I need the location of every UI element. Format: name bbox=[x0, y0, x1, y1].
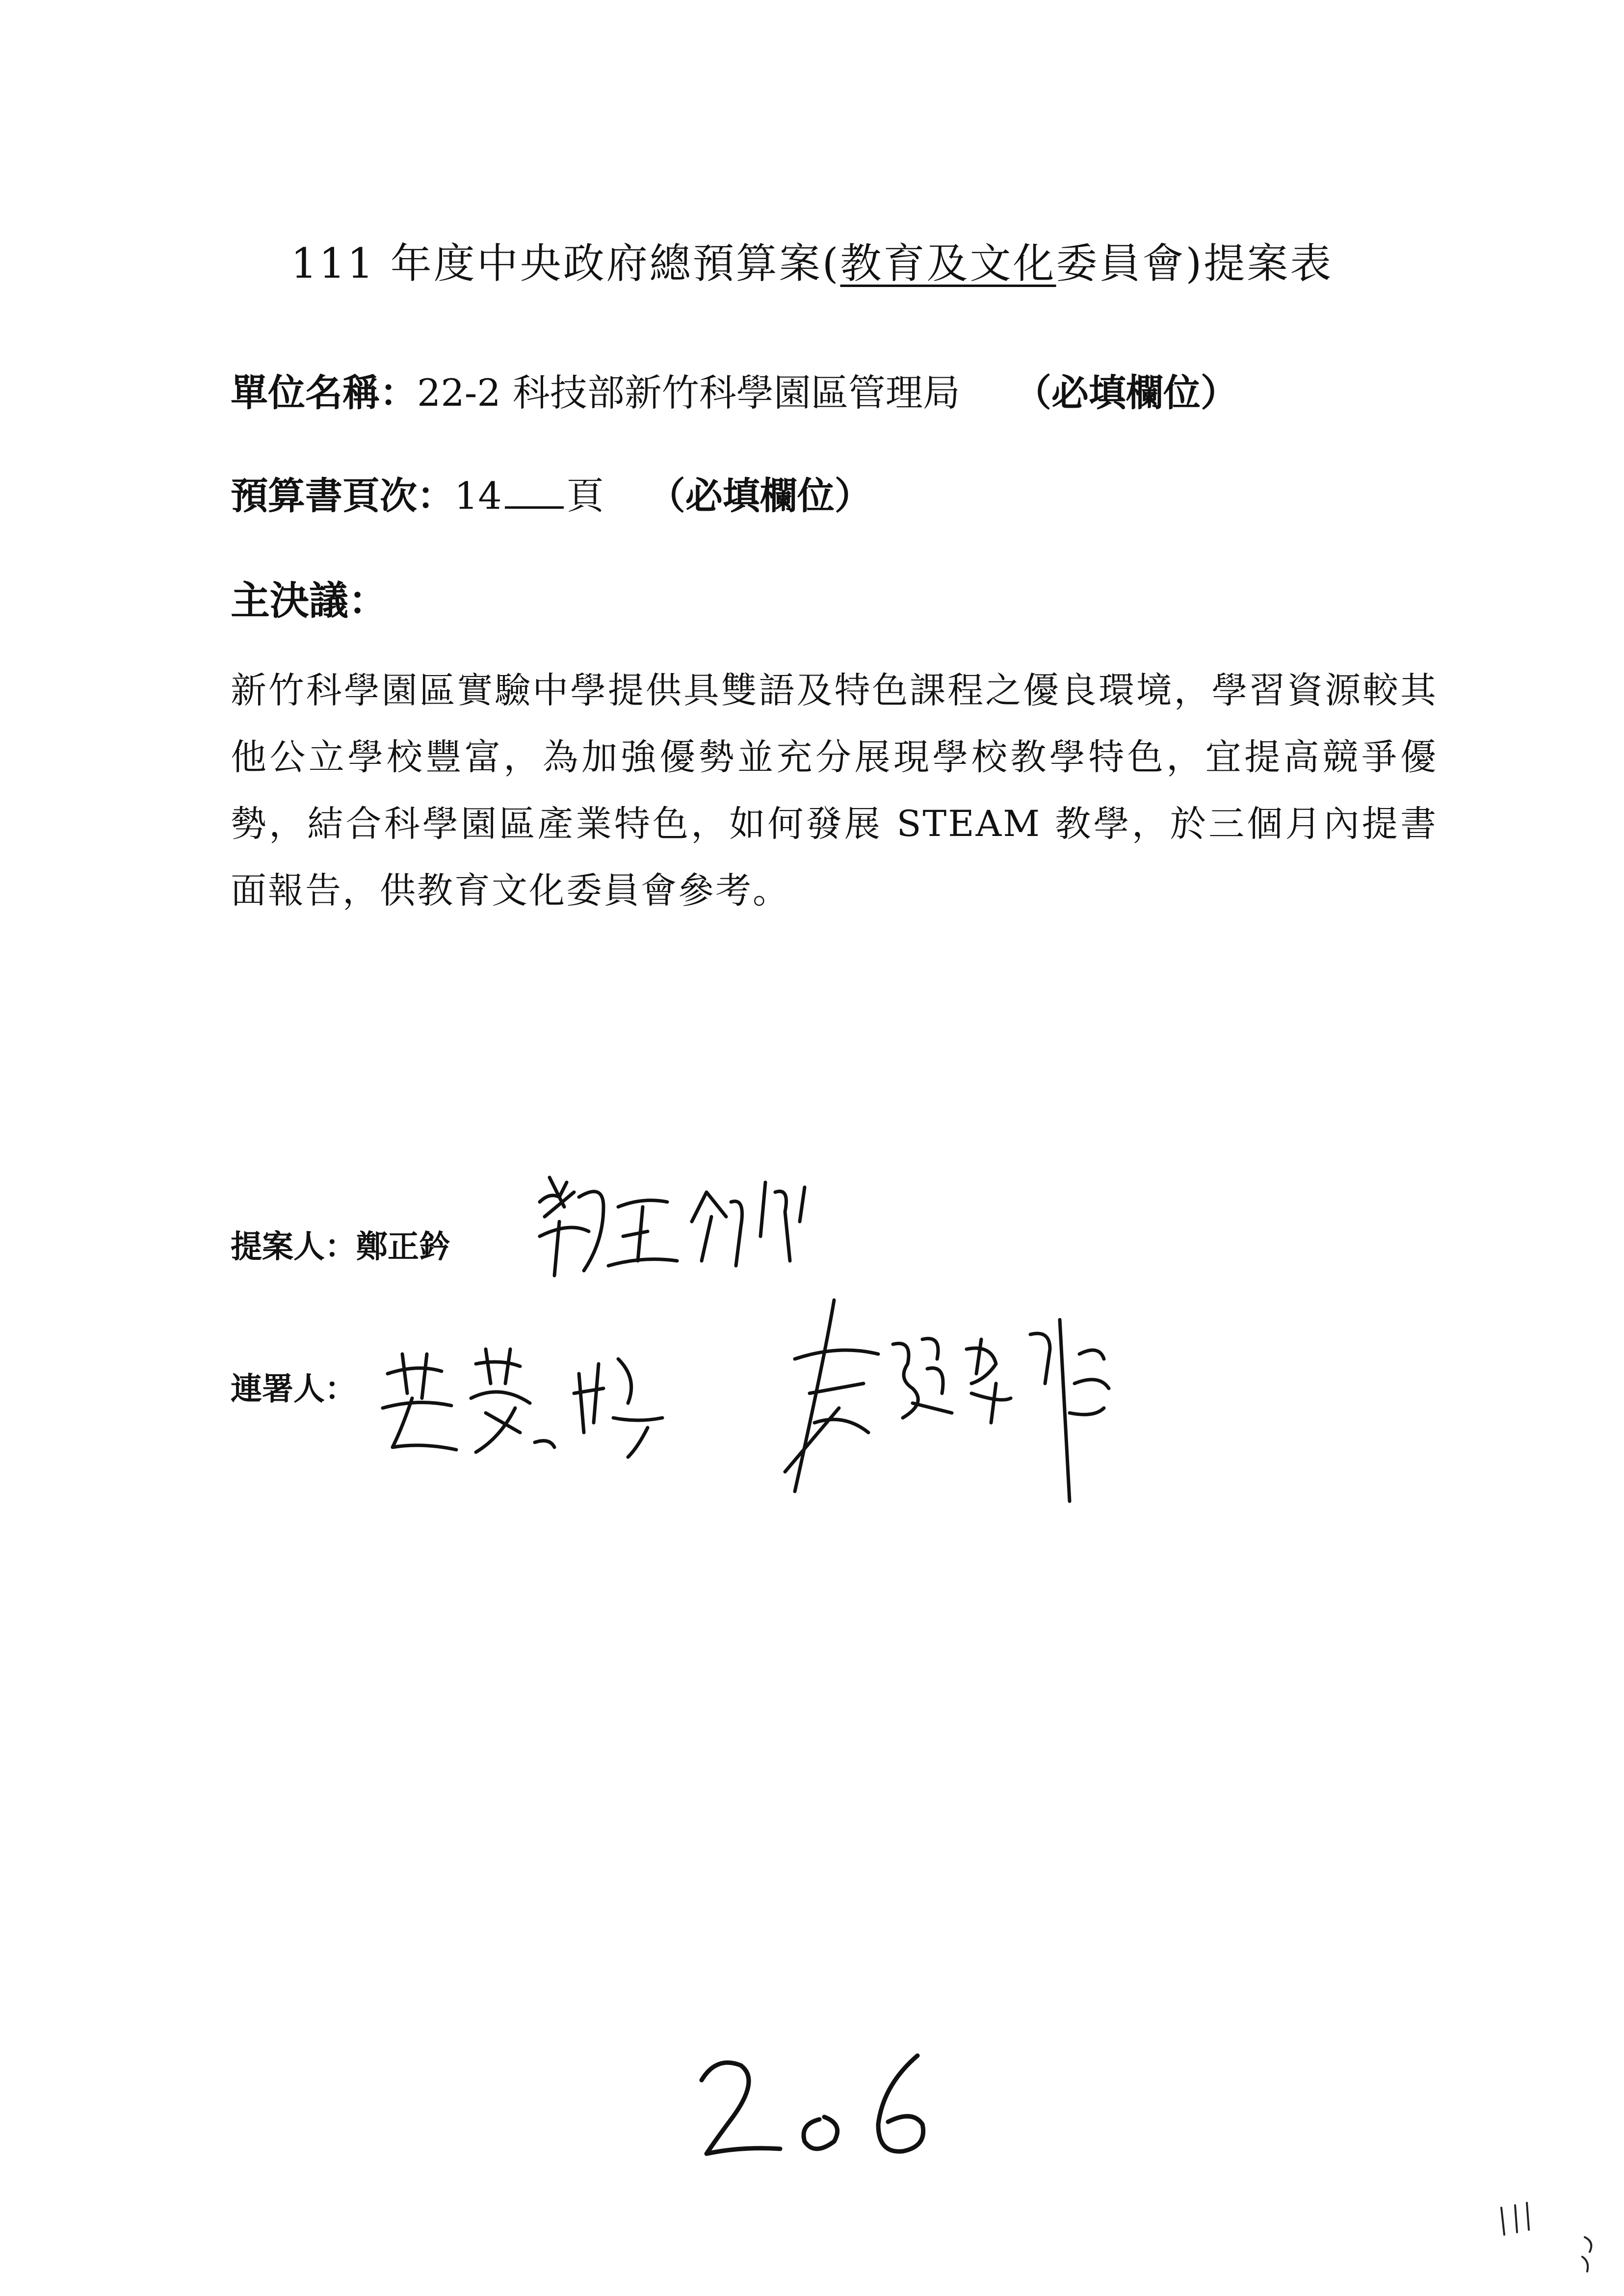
cosigners-label: 連署人： bbox=[231, 1371, 356, 1408]
proposer-field bbox=[231, 1222, 450, 1267]
unit-value: 22-2 科技部新竹科學園區管理局 bbox=[417, 371, 960, 415]
title-suffix: 委員會)提案表 bbox=[1056, 239, 1334, 287]
proposer-label: 提案人： bbox=[231, 1229, 356, 1265]
margin-pen-marks bbox=[1492, 2178, 1599, 2286]
unit-field bbox=[231, 363, 1238, 417]
title-committee: 教育及文化 bbox=[840, 239, 1056, 287]
budget-page-unit: 頁 bbox=[566, 474, 604, 518]
budget-page-required-note: （必填欄位） bbox=[648, 474, 872, 518]
unit-label: 單位名稱： bbox=[231, 371, 417, 415]
handwritten-page-number bbox=[687, 2036, 942, 2173]
proposer-signature bbox=[530, 1163, 844, 1290]
budget-page-blank-line bbox=[505, 469, 564, 509]
budget-page-label: 預算書頁次： bbox=[231, 474, 454, 518]
budget-page-field bbox=[231, 466, 872, 520]
cosigner-signature-1 bbox=[373, 1325, 677, 1462]
main-resolution-label: 主決議： bbox=[231, 578, 388, 624]
cosigners-field bbox=[231, 1364, 356, 1409]
cosigner-signature-2 bbox=[765, 1285, 1119, 1521]
main-resolution-text: 新竹科學園區實驗中學提供具雙語及特色課程之優良環境，學習資源較其他公立學校豐富，為加強優勢並充分展現學校教學特色，宜提高競爭優勢，結合科學園區產業特色，如何發展 STEAM 教學，於三個月內提書面報告，供教育文化委員會參考。 bbox=[231, 670, 1438, 912]
proposer-name: 鄭正鈐 bbox=[356, 1229, 450, 1265]
budget-page-value: 14 bbox=[454, 474, 502, 518]
unit-required-note: （必填欄位） bbox=[1014, 371, 1238, 415]
title-prefix: 111 年度中央政府總預算案( bbox=[290, 239, 840, 287]
document-title bbox=[0, 231, 1624, 290]
